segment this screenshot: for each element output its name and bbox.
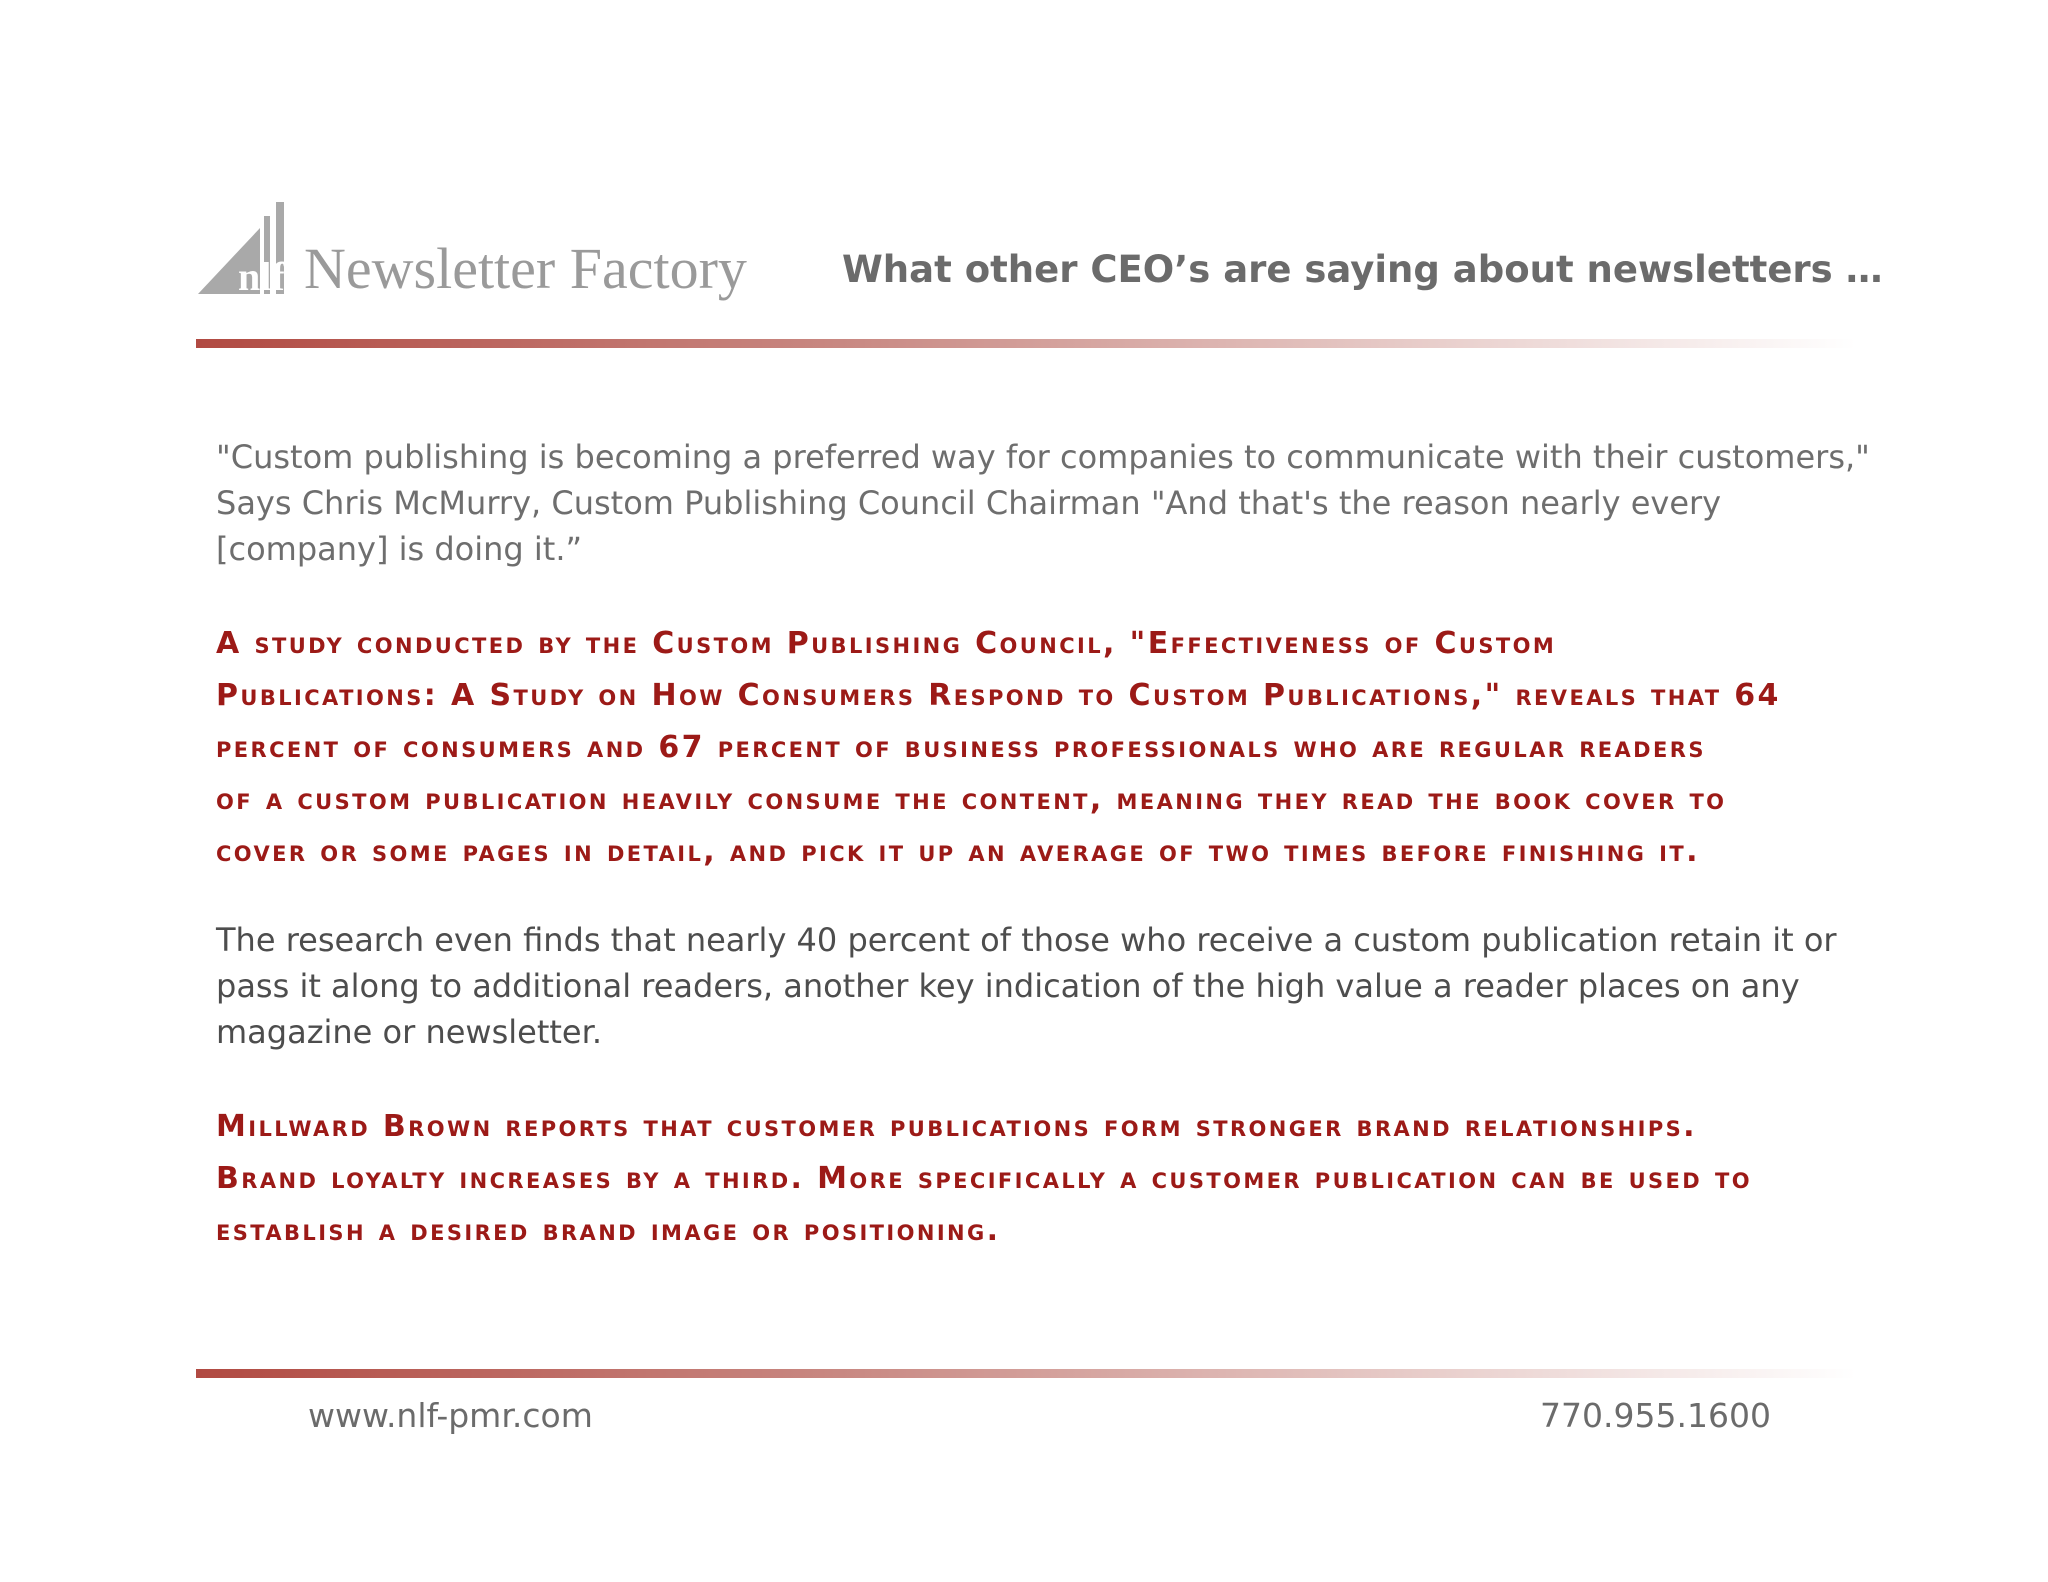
study-line: Publications: A Study on How Consumers Respond to Custom Publications," reveals that 64	[216, 678, 1781, 713]
study-line: A study conducted by the Custom Publishing Council, "Effectiveness of Custom	[216, 626, 1557, 661]
study-paragraph	[216, 618, 1896, 878]
top-divider	[196, 339, 1856, 348]
page-title: What other CEO’s are saying about newsletters …	[842, 248, 1883, 291]
millward-line: establish a desired brand image or positioning.	[216, 1213, 1001, 1248]
research-line: magazine or newsletter.	[216, 1013, 602, 1051]
quote-line: "Custom publishing is becoming a preferred way for companies to communicate with their customers,"	[216, 438, 1870, 476]
study-line: percent of consumers and 67 percent of business professionals who are regular readers	[216, 730, 1706, 765]
bottom-divider	[196, 1369, 1856, 1378]
quote-paragraph	[216, 434, 1870, 572]
study-line: of a custom publication heavily consume the content, meaning they read the book cover to	[216, 782, 1727, 817]
millward-paragraph	[216, 1101, 1896, 1257]
logo-text: Newsletter Factory	[304, 236, 747, 301]
footer-phone: 770.955.1600	[1540, 1396, 1771, 1435]
study-line: cover or some pages in detail, and pick it up an average of two times before finishing it.	[216, 834, 1700, 869]
millward-line: Millward Brown reports that customer publications form stronger brand relationships.	[216, 1109, 1697, 1144]
research-paragraph	[216, 917, 1876, 1055]
research-line: The research even finds that nearly 40 percent of those who receive a custom publication retain it or	[216, 921, 1837, 959]
quote-line: Says Chris McMurry, Custom Publishing Council Chairman "And that's the reason nearly every	[216, 484, 1722, 522]
research-line: pass it along to additional readers, another key indication of the high value a reader places on any	[216, 967, 1800, 1005]
millward-line: Brand loyalty increases by a third. More specifically a customer publication can be used to	[216, 1161, 1752, 1196]
newsletter-factory-logo-icon	[198, 198, 294, 306]
logo-mark-letters: nlf	[238, 254, 285, 299]
quote-line: [company] is doing it.”	[216, 530, 583, 568]
footer-url: www.nlf-pmr.com	[308, 1396, 593, 1435]
logo	[198, 192, 747, 306]
